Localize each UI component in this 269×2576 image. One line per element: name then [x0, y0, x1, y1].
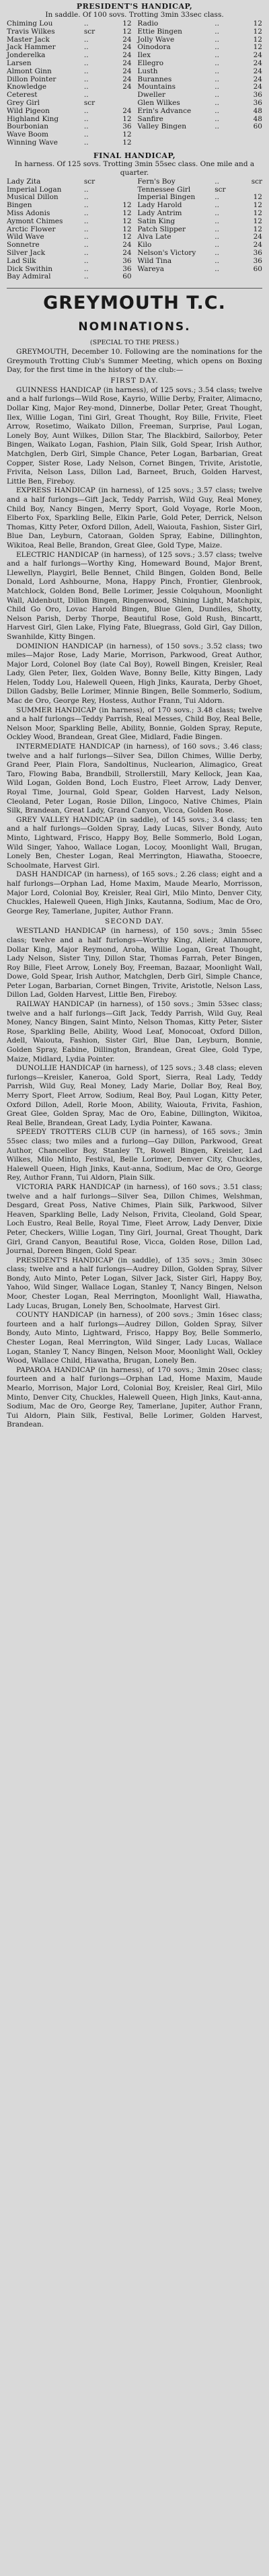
handicap: 24: [253, 75, 262, 83]
horse-name: Burannes: [137, 75, 172, 83]
mark: ..: [215, 264, 219, 273]
mark: scr: [83, 98, 95, 107]
handicap: 12: [253, 35, 262, 44]
horse-name: Jack Hammer: [7, 43, 56, 52]
horse-name: Lusth: [137, 67, 158, 75]
handicap: 24: [122, 241, 132, 250]
horse-name: [137, 131, 215, 139]
column-gap: [132, 108, 138, 116]
final-handicap-terms: In harness. Of 125 sovs. Trotting 3min 55sec class. One mile and a quarter.: [14, 159, 255, 177]
column-gap: [132, 68, 138, 76]
event-paragraph: INTERMEDIATE HANDICAP (in harness), of 160 sovs.; 3.46 class; twelve and a half furlongs—Silver Sea, Dillon Chimes, Willie Derby, Grand Peer, Plain Flora, Sandoltinus, Nuclearion, Alimagico, Great Taro, Flowing Baba, Brandbill, Strollerstill, Mary Kellock, Jean Kaa, Wild Logan, Golden Bond, Loch Eustro, Fleet Arrow, Lady Denver, Royal Time, Journal, Gold Spear, Golden Harvest, Lady Nelson, Cleoland, Peter Logan, Rosie Dillon, Lingoco, Native Chimes, Plain Silk, Brandean, Great Lady, Grand Canyon, Vicca, Golden Rose.: [7, 743, 262, 815]
handicap: 36: [253, 91, 262, 100]
horse-name: Ellegro: [137, 59, 164, 67]
mark: ..: [215, 114, 219, 123]
handicap: 24: [122, 106, 132, 115]
second-day-events: [7, 927, 262, 1430]
column-gap: [132, 258, 138, 266]
horse-name: Wild Tina: [137, 256, 172, 265]
handicap: 36: [253, 98, 262, 107]
entry-row: [7, 83, 262, 91]
horse-name: Mountains: [137, 83, 176, 91]
handicap: 24: [122, 35, 132, 44]
horse-name: Jonderelka: [7, 51, 46, 60]
handicap: 36: [122, 264, 132, 273]
handicap: 12: [253, 225, 262, 233]
handicap: 36: [122, 122, 132, 131]
horse-name: Dillon Pointer: [7, 75, 56, 83]
horse-name: Sonnetre: [7, 241, 40, 250]
horse-name: Silver Jack: [7, 248, 46, 257]
handicap: 36: [253, 256, 262, 265]
handicap: 60: [122, 272, 132, 281]
horse-name: Erin's Advance: [137, 106, 192, 115]
mark: ..: [83, 185, 89, 194]
horse-name: Ilex: [137, 51, 151, 60]
mark: ..: [83, 256, 89, 265]
horse-name: Dick Swithin: [7, 264, 52, 273]
handicap: 12: [122, 233, 132, 241]
entry-row: [7, 233, 262, 241]
handicap: 12: [253, 193, 262, 202]
column-gap: [132, 241, 138, 250]
mark: ..: [215, 233, 219, 241]
mark: ..: [215, 248, 219, 257]
entry-row: [7, 241, 262, 250]
mark: scr: [83, 177, 95, 186]
horse-name: Lad Silk: [7, 256, 36, 265]
horse-name: Imperial Bingen: [137, 193, 196, 202]
handicap: 12: [122, 20, 132, 28]
column-gap: [132, 100, 138, 108]
mark: ..: [83, 67, 89, 75]
mark: [215, 273, 244, 281]
mark: ..: [215, 177, 219, 186]
handicap: [244, 139, 262, 147]
mark: ..: [83, 241, 89, 250]
mark: ..: [215, 75, 219, 83]
mark: ..: [215, 106, 219, 115]
horse-name: Bingen: [7, 201, 32, 210]
handicap: 24: [122, 83, 132, 91]
mark: ..: [215, 20, 219, 28]
mark: ..: [83, 114, 89, 123]
mark: ..: [83, 272, 89, 281]
handicap: 48: [253, 114, 262, 123]
column-gap: [132, 250, 138, 258]
handicap: 24: [122, 43, 132, 52]
event-paragraph: ELECTRIC HANDICAP (in harness), of 125 sovs.; 3.57 class; twelve and a half furlongs—Worthy King, Homeward Bound, Major Brent, Llewellyn, Playgirl, Belle Bennet, Child Bingen, Golden Bond, Belle Donald, Lord Ashbourne, Mona, Happy Pinch, Frontier, Glenbrook, Matchlock, Golden Bond, Belle Lorimer, Jessie Colquhoun, Moonlight Wall, Aldenbutt, Dillon Bingen, Ringenwood, Shining Light, Matchpix, Child Go Oro, Lovac Harold Bingen, Blue Glen, Dundiles, Shotty, Nelson Parish, Derby Thorpe, Beautiful Rose, Gold Rush, Bincartt, Harvest Girl, Glen Lake, Flying Fate, Bluegrass, Gold Girl, Gay Dillon, Swanhilde, Kitty Bingen.: [7, 550, 262, 641]
final-handicap-heading: FINAL HANDICAP,: [93, 151, 176, 160]
mark: ..: [215, 43, 219, 52]
horse-name: Alva Late: [137, 233, 171, 241]
horse-name: Imperial Logan: [7, 185, 62, 194]
horse-name: Almont Ginn: [7, 67, 52, 75]
entry-row: [7, 258, 262, 266]
handicap: 12: [253, 209, 262, 217]
event-paragraph: RAILWAY HANDICAP (in harness), of 150 sovs.; 3min 53sec class; twelve and a half furlongs—Gift Jack, Teddy Parrish, Wild Guy, Real Money, Nancy Bingen, Saint Minto, Nelson Thomas, Kitty Peter, Sister Rose, Sparkling Belle, Ability, Wood Leaf, Monocoat, Oxford Dillon, Adell, Waiouta, Fashion, Sister Girl, Blue Dan, Leyburn, Bonnie, Golden Spray, Eabine, Dillington, Brandean, Great Glee, Gold Type, Maize, Midlard, Lydia Pointer.: [7, 1000, 262, 1063]
horse-name: Fern's Boy: [137, 177, 176, 186]
mark: ..: [83, 122, 89, 131]
horse-name: Ceterest: [7, 91, 38, 100]
handicap: [114, 100, 132, 108]
column-gap: [132, 83, 138, 91]
mark: ..: [83, 43, 89, 52]
entry-row: [7, 139, 262, 147]
horse-name: Tennessee Girl: [137, 185, 191, 194]
column-gap: [132, 202, 138, 210]
entry-row: [7, 218, 262, 226]
event-paragraph: GREY VALLEY HANDICAP (in saddle), of 145 sovs.; 3.4 class; ten and a half furlongs—Golden Spray, Lady Lucas, Silver Bondy, Auto Minto, Lightward, Frisco, Happy Boy, Belle Sommerlo, Bold Logan, Wild Singer, Yahoo, Wallace Logan, Locoy, Moonlight Wall, Brugan, Lonely Ben, Chester Logan, Real Merrington, Hiawatha, Stooecre, Schoolmate, Harvest Girl.: [7, 815, 262, 870]
horse-name: Ettie Bingen: [137, 27, 182, 36]
handicap: [244, 131, 262, 139]
event-paragraph: WESTLAND HANDICAP (in harness), of 150 sovs.; 3min 55sec class; twelve and a half furlongs—Worthy King, Alieir, Allanmore, Dollar King, Major Reymond, Aroha, Willie Logan, Great Thought, Lady Nelson, Sister Tiny, Dillon Star, Thomas Farrah, Peter Bingen, Roy Bille, Fleet Arrow, Lonely Boy, Freeman, Bazaar, Moonlight Wall, Dowe, Gold Spear, Irish Author, Matchglen, Derb Girl, Simple Chance, Peter Logan, Barbarian, Cornet Bingen, Trivite, Aristotle, Nelson Lass, Dillon Lad, Golden Harvest, Little Ben, Fireboy.: [7, 927, 262, 999]
horse-name: Highland King: [7, 114, 59, 123]
handicap: 24: [253, 51, 262, 60]
mark: ..: [83, 248, 89, 257]
mark: ..: [83, 225, 89, 233]
handicap: 12: [122, 114, 132, 123]
mark: ..: [215, 193, 219, 202]
event-paragraph: VICTORIA PARK HANDICAP (in harness), of 160 sovs.; 3.51 class; twelve and a half furlongs—Silver Sea, Dillon Chimes, Welshman, Desgard, Great Poss, Native Chimes, Plain Silk, Parkwood, Silver Heaven, Sparkling Belle, Lady Nelson, Frivita, Cleoland, Gold Spear, Loch Eustro, Real Belle, Royal Time, Fleet Arrow, Lady Denver, Dixie Peter, Checkers, Willie Logan, Tiny Girl, Journal, Great Thought, Dark Girl, Grand Canyon, Beautiful Rose, Vicca, Golden Rose, Dillon Lad, Journal, Doreen Bingen, Gold Spear.: [7, 1182, 262, 1256]
handicap: 12: [253, 27, 262, 36]
horse-name: Satin King: [137, 217, 176, 225]
event-paragraph: EXPRESS HANDICAP (in harness), of 125 sovs.; 3.57 class; twelve and a half furlongs—Gift Jack, Teddy Parrish, Wild Guy, Real Money, Child Boy, Nancy Bingen, Merry Sport, Gold Voyage, Rorle Moon, Elberto Fox, Sparkling Belle, Elkin Parle, Gold Peter, Derrick, Nelson Thomas, Kitty Peter, Oxford Dillon, Adell, Waiouta, Fashion, Sister Girl, Blue Dan, Leyburn, Catoraan, Golden Spray, Eabine, Dillinghton, Wikitoa, Real Belle, Brandon, Great Glee, Gold Type, Maize.: [7, 486, 262, 550]
handicap: 24: [253, 67, 262, 75]
mark: ..: [83, 233, 89, 241]
horse-name: Wild Wave: [7, 233, 44, 241]
column-gap: [132, 20, 138, 28]
mark: ..: [83, 91, 89, 100]
article-title: GREYMOUTH T.C.: [43, 293, 226, 314]
horse-name: [137, 273, 215, 281]
mark: ..: [83, 106, 89, 115]
horse-name: Kilo: [137, 241, 152, 250]
column-gap: [132, 76, 138, 84]
handicap: 24: [122, 75, 132, 83]
handicap: 12: [122, 201, 132, 210]
column-gap: [132, 266, 138, 274]
horse-name: Wild Pigeon: [7, 106, 50, 115]
entry-row: [7, 68, 262, 76]
mark: ..: [83, 75, 89, 83]
handicap: [244, 273, 262, 281]
mark: ..: [215, 35, 219, 44]
handicap: 12: [253, 217, 262, 225]
mark: ..: [83, 130, 89, 139]
column-gap: [132, 218, 138, 226]
column-gap: [132, 44, 138, 52]
handicap: 12: [122, 209, 132, 217]
mark: ..: [215, 67, 219, 75]
mark: ..: [215, 98, 219, 107]
mark: ..: [83, 217, 89, 225]
horse-name: Knowledge: [7, 83, 47, 91]
entry-row: [7, 250, 262, 258]
mark: ..: [83, 35, 89, 44]
handicap: 60: [253, 264, 262, 273]
handicap: 24: [253, 241, 262, 250]
mark: [215, 139, 244, 147]
presidents-handicap-table: [7, 20, 262, 147]
event-paragraph: SUMMER HANDICAP (in harness), of 170 sovs.; 3.48 class; twelve and a half furlongs—Teddy Parrish, Real Messes, Child Boy, Real Belle, Nelson Moor, Sparkling Belle, Ability, Bonnie, Golden Spray, Repute, Ockley Wood, Brandean, Great Glee, Midlard, Fadie Bingen.: [7, 706, 262, 742]
column-gap: [132, 273, 138, 281]
entry-row: [7, 178, 262, 186]
column-gap: [132, 186, 138, 194]
handicap: 12: [122, 27, 132, 36]
horse-name: Lady Zita: [7, 177, 41, 186]
handicap: 12: [122, 225, 132, 233]
entry-row: [7, 226, 262, 234]
column-gap: [132, 139, 138, 147]
column-gap: [132, 210, 138, 218]
first-day-events: [7, 386, 262, 916]
entry-row: [7, 44, 262, 52]
mark: ..: [215, 241, 219, 250]
horse-name: Glen Wilkes: [137, 98, 180, 107]
handicap: 60: [253, 122, 262, 131]
mark: scr: [215, 185, 226, 194]
horse-name: Jolly Wave: [137, 35, 175, 44]
presidents-handicap-heading: PRESIDENT'S HANDICAP,: [76, 2, 193, 11]
horse-name: Larsen: [7, 59, 32, 67]
entry-row: [7, 52, 262, 60]
mark: ..: [83, 264, 89, 273]
event-paragraph: PAPAROA HANDICAP (in harness), of 170 sovs.; 3min 20sec class; fourteen and a half furlongs—Orphan Lad, Home Maxim, Maude Mearlo, Morrison, Major Lord, Colonial Boy, Kreisler, Real Girl, Milo Minto, Denver City, Chuckles, Halewell Queen, High Jinks, Kaut-anna, Sodium, Mac de Oro, George Rey, Tamerlane, Jupiter, Author Frann, Tui Aldorn, Plain Silk, Festival, Belle Lorimer, Golden Harvest, Brandean.: [7, 1365, 262, 1429]
mark: [215, 131, 244, 139]
entry-row: [7, 91, 262, 100]
first-day-heading: FIRST DAY.: [110, 376, 159, 385]
mark: ..: [83, 193, 89, 202]
entry-row: [7, 210, 262, 218]
horse-name: Dweller: [137, 91, 165, 100]
handicap: [114, 91, 132, 100]
horse-name: Aymont Chimes: [7, 217, 63, 225]
horse-name: Arctic Flower: [7, 225, 56, 233]
article-subtitle: NOMINATIONS.: [78, 320, 191, 334]
horse-name: Wareya: [137, 264, 164, 273]
horse-name: Miss Adonis: [7, 209, 50, 217]
mark: ..: [215, 27, 219, 36]
horse-name: Sanfire: [137, 114, 163, 123]
handicap: 24: [122, 59, 132, 67]
horse-name: Bay Admiral: [7, 272, 51, 281]
horse-name: Master Jack: [7, 35, 50, 44]
event-paragraph: GUINNESS HANDICAP (in harness), of 125 sovs.; 3.54 class; twelve and a half furlongs—Wild Rose, Kayrio, Willie Derby, Fraiter, Alimacno, Dollar King, Major Rey-mond, Dinnerbe, Dollar Peter, Great Thought, Ilex, Willie Logan, Tini Girl, Great Thought, Roy Bille, Frivite, Fleet Arrow, Rosetimo, Waikato Dillon, Freeman, Surprise, Paul Logan, Lonely Boy, Aunt Wilkes, Dillon Star, The Blackbird, Sailorboy, Peter Bingen, Waikato Logan, Fashion, Plain Silk, Gold Spear, Irish Author, Matchglen, Derb Girl, Simple Chance, Peter Logan, Barbarian, Great Copper, Sister Rose, Lady Nelson, Cornet Bingen, Trivite, Aristotle, Frivita, Nelson Lass, Dillon Lad, Barneet, Bruch, Golden Harvest, Little Ben, Fireboy.: [7, 385, 262, 486]
mark: ..: [215, 51, 219, 60]
handicap: 12: [253, 201, 262, 210]
handicap: scr: [251, 177, 262, 186]
entry-row: [7, 100, 262, 108]
handicap: 12: [253, 20, 262, 28]
event-paragraph: DUNOLLIE HANDICAP (in harness), of 125 sovs.; 3.48 class; eleven furlongs—Kreisler, Kaneroa, Gold Sport, Sierra, Real Lady, Teddy Parrish, Wild Guy, Real Money, Lady Marie, Dollar Boy, Real Boy, Merry Sport, Fleet Arrow, Sodium, Real Boy, Paul Logan, Kitty Peter, Oxford Dillon, Adell, Rorle Moon, Ability, Waiouta, Frivita, Fashion, Great Glee, Golden Spray, Mac de Oro, Eabine, Dillington, Wikitoa, Real Belle, Brandean, Great Lady, Lydia Pointer, Kawana.: [7, 1064, 262, 1127]
horse-name: Grey Girl: [7, 98, 40, 107]
horse-name: Lady Harold: [137, 201, 182, 210]
horse-name: Bourbonian: [7, 122, 49, 131]
handicap: 24: [253, 83, 262, 91]
mark: ..: [215, 256, 219, 265]
handicap: 24: [122, 67, 132, 75]
column-gap: [132, 60, 138, 68]
intro-paragraph: GREYMOUTH, December 10. Following are the nominations for the Greymouth Trotting Club's Summer Meeting, which opens on Boxing Day, for the first time in the history of the club:—: [7, 348, 262, 375]
handicap: 24: [122, 51, 132, 60]
handicap: 36: [253, 248, 262, 257]
entry-row: [7, 28, 262, 36]
mark: ..: [83, 201, 89, 210]
event-paragraph: COUNTY HANDICAP (in harness), of 200 sovs.; 3min 16sec class; fourteen and a half furlongs—Audrey Dillon, Golden Spray, Silver Bondy, Auto Minto, Lightward, Frisco, Happy Boy, Belle Sommerlo, Chester Logan, Real Merrington, Wild Singer, Lady Lucas, Wallace Logan, Stanley T, Nancy Bingen, Nelson Moor, Moonlight Wall, Ockley Wood, Wallace Child, Hiawatha, Brugan, Lonely Ben.: [7, 1311, 262, 1365]
horse-name: Lady Antrim: [137, 209, 182, 217]
column-gap: [132, 131, 138, 139]
handicap: 24: [253, 59, 262, 67]
mark: ..: [215, 59, 219, 67]
mark: ..: [215, 217, 219, 225]
entry-row: [7, 194, 262, 202]
column-gap: [132, 178, 138, 186]
mark: ..: [83, 59, 89, 67]
event-paragraph: DOMINION HANDICAP (in harness), of 150 sovs.; 3.52 class; two miles—Major Rose, Lady Marie, Morrison, Parkwood, Great Author, Major Lord, Colonel Boy (late Cal Boy), Rowell Bingen, Kreisler, Real Lady, Glen Peter, Ilex, Golden Wave, Bonny Belle, Kitty Bingen, Lady Helen, Toddy Lou, Halewell Queen, High Jinks, Kaurata, Derby Ghoet, Dillon Gadsby, Belle Lorimer, Minnie Bingen, Belle Sommerlo, Sodium, Mac de Oro, George Rey, Hostess, Author Frann, Tui Aldorn.: [7, 642, 262, 706]
column-gap: [132, 91, 138, 100]
mark: scr: [83, 27, 95, 36]
horse-name: Patch Slipper: [137, 225, 186, 233]
column-gap: [132, 52, 138, 60]
mark: ..: [215, 209, 219, 217]
section-divider: [7, 288, 262, 289]
column-gap: [132, 194, 138, 202]
handicap: 48: [253, 106, 262, 115]
entry-row: [7, 273, 262, 281]
mark: ..: [215, 83, 219, 91]
handicap: 12: [122, 130, 132, 139]
second-day-heading: SECOND DAY.: [105, 917, 164, 926]
special-note: (SPECIAL TO THE PRESS.): [89, 339, 180, 347]
handicap: [114, 178, 132, 186]
handicap: 12: [253, 43, 262, 52]
horse-name: Musical Dillon: [7, 193, 59, 202]
horse-name: Valley Bingen: [137, 122, 187, 131]
final-handicap-table: [7, 178, 262, 281]
horse-name: [137, 139, 215, 147]
handicap: 36: [122, 256, 132, 265]
horse-name: Travis Wilkes: [7, 27, 55, 36]
horse-name: Wave Boom: [7, 130, 48, 139]
mark: ..: [83, 138, 89, 147]
entry-row: [7, 108, 262, 116]
horse-name: Chiming Lou: [7, 20, 53, 28]
entry-row: [7, 60, 262, 68]
event-paragraph: PRESIDENT'S HANDICAP (in saddle), of 135 sovs.; 3min 30sec class; twelve and a half furlongs—Audrey Dillon, Golden Spray, Silver Bondy, Auto Minto, Peter Logan, Silver Jack, Sister Girl, Happy Boy, Yahoo, Wild Singer, Wallace Logan, Stanley T, Nancy Bingen, Nelson Moor, Chester Logan, Real Merrington, Moonlight Wall, Hiawatha, Lady Lucas, Brugan, Lonely Ben, Schoolmate, Harvest Girl.: [7, 1256, 262, 1310]
mark: ..: [215, 91, 219, 100]
horse-name: Nelson's Victory: [137, 248, 196, 257]
handicap: [114, 186, 132, 194]
mark: ..: [215, 122, 219, 131]
horse-name: Oinodora: [137, 43, 171, 52]
event-paragraph: DASH HANDICAP (in harness), of 165 sovs.; 2.26 class; eight and a half furlongs—Orphan Lad, Home Maxim, Maude Mearlo, Morrisson, Major Lord, Colonial Boy, Kreisler, Real Girl, Milo Minto, Denver City, Chuckles, Halewell Queen, High Jinks, Kautanna, Sodium, Mac de Oro, George Rey, Tamerlane, Jupiter, Author Frann.: [7, 870, 262, 915]
handicap: 12: [122, 138, 132, 147]
mark: ..: [83, 20, 89, 28]
handicap: 24: [253, 233, 262, 241]
mark: ..: [83, 51, 89, 60]
column-gap: [132, 28, 138, 36]
mark: ..: [83, 209, 89, 217]
event-paragraph: SPEEDY TROTTERS CLUB CUP (in harness), of 165 sovs.; 3min 55sec class; two miles and a furlong—Gay Dillon, Parkwood, Great Author, Chancellor Boy, Stanley Tt, Rowell Bingen, Kreisler, Lad Wilkes, Milo Minto, Festival, Belle Lorimer, Denver City, Chuckles, Halewell Queen, High Jinks, Kaut-anna, Sodium, Mac de Oro, George Rey, Author Frann, Tui Aldorn, Plain Silk.: [7, 1128, 262, 1182]
mark: ..: [215, 201, 219, 210]
mark: ..: [83, 83, 89, 91]
handicap: 12: [122, 217, 132, 225]
presidents-handicap-terms: In saddle. Of 100 sovs. Trotting 3min 33sec class.: [45, 11, 224, 19]
horse-name: Radio: [137, 20, 159, 28]
handicap: 24: [122, 248, 132, 257]
horse-name: Winning Wave: [7, 138, 58, 147]
mark: ..: [215, 225, 219, 233]
